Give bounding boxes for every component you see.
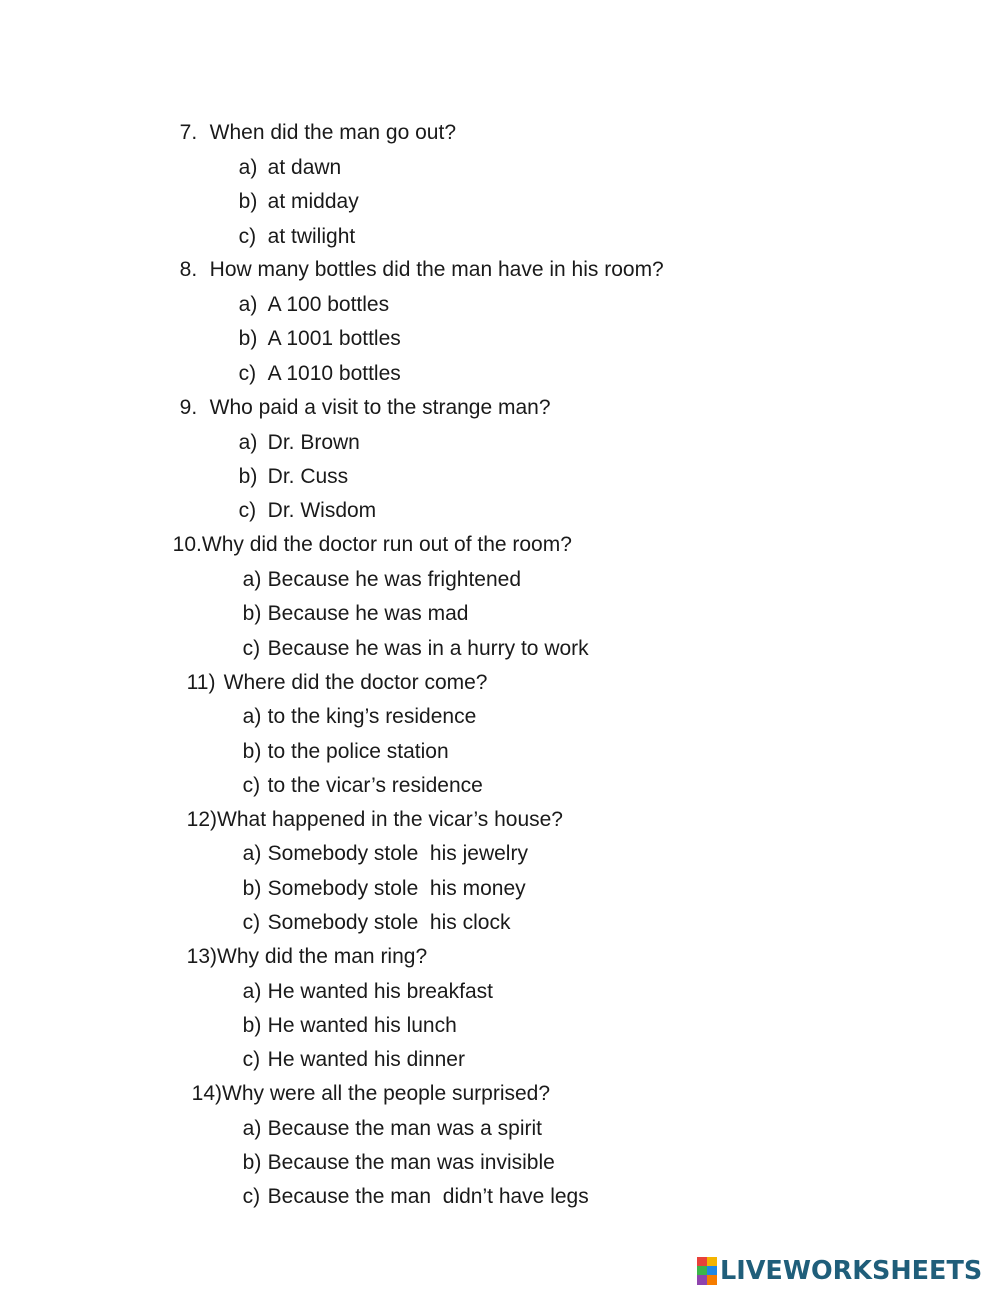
- option-text: Dr. Brown: [267, 431, 360, 454]
- option-text: Because the man was a spirit: [267, 1117, 542, 1140]
- question-number: 14): [191, 1082, 223, 1105]
- question-text: Who paid a visit to the strange man?: [209, 396, 551, 419]
- option-letter: a): [242, 980, 262, 1003]
- question-number: 10.: [172, 533, 202, 556]
- option-text: to the police station: [267, 740, 449, 763]
- liveworksheets-logo-icon: [697, 1257, 717, 1285]
- option-letter: b): [242, 1014, 262, 1037]
- option-text: He wanted his dinner: [267, 1048, 465, 1071]
- option-letter: a): [242, 842, 262, 865]
- option-letter: c): [238, 499, 257, 522]
- option-text: Because the man was invisible: [267, 1151, 555, 1174]
- logo-icon-block: [707, 1257, 717, 1266]
- question-text: Why did the man ring?: [217, 945, 428, 968]
- option-text: A 1010 bottles: [267, 362, 401, 385]
- question-text: Why were all the people surprised?: [222, 1082, 551, 1105]
- option-letter: a): [238, 156, 258, 179]
- question-number: 9.: [179, 396, 198, 419]
- question-text: When did the man go out?: [209, 121, 457, 144]
- option-text: at dawn: [267, 156, 342, 179]
- option-text: Somebody stole his money: [267, 877, 526, 900]
- question-number: 13): [186, 945, 218, 968]
- option-letter: a): [238, 293, 258, 316]
- option-text: Because he was in a hurry to work: [267, 637, 589, 660]
- question-text: How many bottles did the man have in his room?: [209, 258, 664, 281]
- question-text: Why did the doctor run out of the room?: [201, 533, 572, 556]
- option-letter: a): [242, 705, 262, 728]
- liveworksheets-logo[interactable]: [697, 1253, 988, 1289]
- question-text: Where did the doctor come?: [223, 671, 488, 694]
- option-letter: b): [238, 465, 258, 488]
- option-text: Because he was frightened: [267, 568, 522, 591]
- option-letter: c): [242, 911, 261, 934]
- option-text: He wanted his breakfast: [267, 980, 493, 1003]
- option-text: to the vicar’s residence: [267, 774, 483, 797]
- option-text: A 1001 bottles: [267, 327, 401, 350]
- option-text: He wanted his lunch: [267, 1014, 457, 1037]
- option-text: Somebody stole his jewelry: [267, 842, 528, 865]
- option-text: Because he was mad: [267, 602, 469, 625]
- option-letter: c): [238, 362, 257, 385]
- logo-icon-block: [697, 1257, 707, 1266]
- option-letter: b): [242, 1151, 262, 1174]
- option-letter: a): [238, 431, 258, 454]
- question-number: 8.: [179, 258, 198, 281]
- logo-icon-block: [697, 1266, 707, 1275]
- option-text: Dr. Cuss: [267, 465, 349, 488]
- option-text: Somebody stole his clock: [267, 911, 511, 934]
- option-text: A 100 bottles: [267, 293, 390, 316]
- option-letter: c): [242, 1185, 261, 1208]
- question-number: 11): [186, 671, 216, 694]
- logo-icon-block: [707, 1266, 717, 1275]
- option-letter: b): [238, 190, 258, 213]
- option-letter: c): [242, 1048, 261, 1071]
- option-letter: c): [242, 637, 261, 660]
- option-text: to the king’s residence: [267, 705, 477, 728]
- option-letter: a): [242, 1117, 262, 1140]
- option-letter: b): [242, 602, 262, 625]
- question-text: What happened in the vicar’s house?: [217, 808, 563, 831]
- option-letter: b): [242, 740, 262, 763]
- option-letter: a): [242, 568, 262, 591]
- option-text: Dr. Wisdom: [267, 499, 377, 522]
- option-letter: b): [242, 877, 262, 900]
- option-letter: c): [242, 774, 261, 797]
- logo-text: LIVEWORKSHEETS: [720, 1256, 983, 1286]
- option-14c: [231, 1158, 589, 1210]
- question-number: 12): [186, 808, 218, 831]
- option-letter: b): [238, 327, 258, 350]
- option-text: at midday: [267, 190, 359, 213]
- option-text: at twilight: [267, 225, 356, 248]
- option-text: Because the man didn’t have legs: [267, 1185, 589, 1208]
- question-number: 7.: [179, 121, 198, 144]
- option-letter: c): [238, 225, 257, 248]
- logo-icon-block: [707, 1275, 717, 1285]
- logo-icon-block: [697, 1275, 707, 1285]
